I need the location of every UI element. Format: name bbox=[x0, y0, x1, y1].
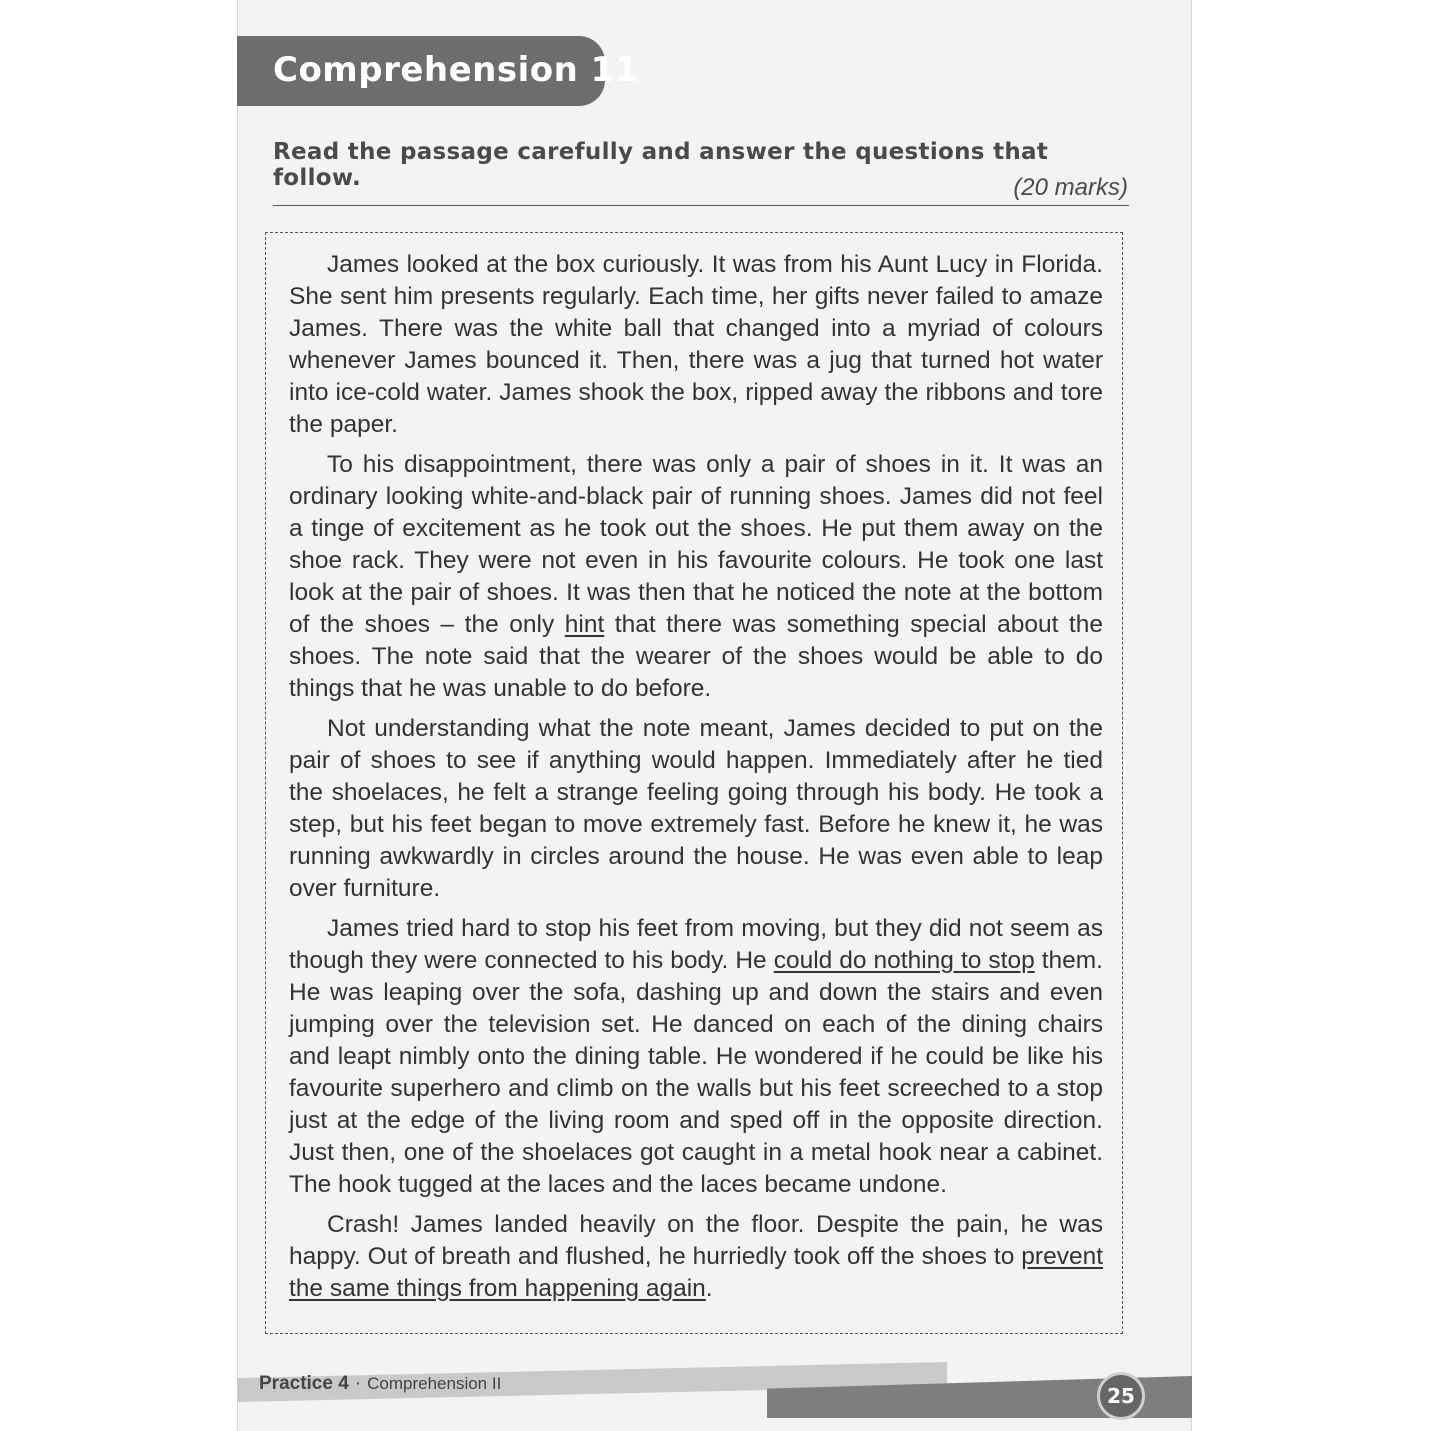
paragraph-5: Crash! James landed heavily on the floor. Despite the pain, he was happy. Out of breath and flushed, he hurriedly took off the shoes to prevent the same things from happening again. bbox=[289, 1211, 1103, 1302]
divider bbox=[273, 205, 1129, 206]
underlined-word: hint bbox=[564, 611, 605, 638]
paragraph-1: James looked at the box curiously. It was from his Aunt Lucy in Florida. She sent him presents regularly. Each time, her gifts never failed to amaze James. There was the white ball that changed into a myriad of colours whenever James bounced it. Then, there was a jug that turned hot water into ice-cold water. James shook the box, ripped away the ribbons and tore the paper. bbox=[289, 251, 1103, 438]
paragraph-4: James tried hard to stop his feet from moving, but they did not seem as though they were connected to his body. He could do nothing to stop them. He was leaping over the sofa, dashing up and down the stairs and even jumping over the television set. He danced on each of the dining chairs and leapt nimbly onto the dining table. He wondered if he could be like his favourite superhero and climb on the walls but his feet screeched to a stop just at the edge of the living room and sped off in the opposite direction. Just then, one of the shoelaces got caught in a metal hook near a cabinet. The hook tugged at the laces and the laces became undone. bbox=[289, 915, 1103, 1198]
marks-label: (20 marks) bbox=[1013, 174, 1128, 201]
underlined-phrase: prevent the same things from happening again bbox=[289, 1243, 1103, 1302]
passage bbox=[289, 249, 1103, 1313]
page-title: Comprehension 11 bbox=[273, 50, 639, 90]
underlined-phrase: could do nothing to stop bbox=[773, 947, 1035, 974]
paragraph-2: To his disappointment, there was only a pair of shoes in it. It was an ordinary looking white-and-black pair of running shoes. James did not feel a tinge of excitement as he took out the shoes. He put them away on the shoe rack. They were not even in his favourite colours. He took one last look at the pair of shoes. It was then that he noticed the note at the bottom of the shoes – the only hint that there was something special about the shoes. The note said that the wearer of the shoes would be able to do things that he was unable to do before. bbox=[289, 451, 1103, 702]
footer-label: Practice 4 · Comprehension II bbox=[259, 1373, 502, 1394]
workbook-page bbox=[237, 0, 1192, 1431]
page-number: 25 bbox=[1097, 1372, 1145, 1420]
paragraph-3: Not understanding what the note meant, James decided to put on the pair of shoes to see if anything would happen. Immediately after he tied the shoelaces, he felt a strange feeling going through his body. He took a step, but his feet began to move extremely fast. Before he knew it, he was running awkwardly in circles around the house. He was even able to leap over furniture. bbox=[289, 715, 1103, 902]
instruction-text: Read the passage carefully and answer the questions that follow. bbox=[273, 139, 1049, 191]
